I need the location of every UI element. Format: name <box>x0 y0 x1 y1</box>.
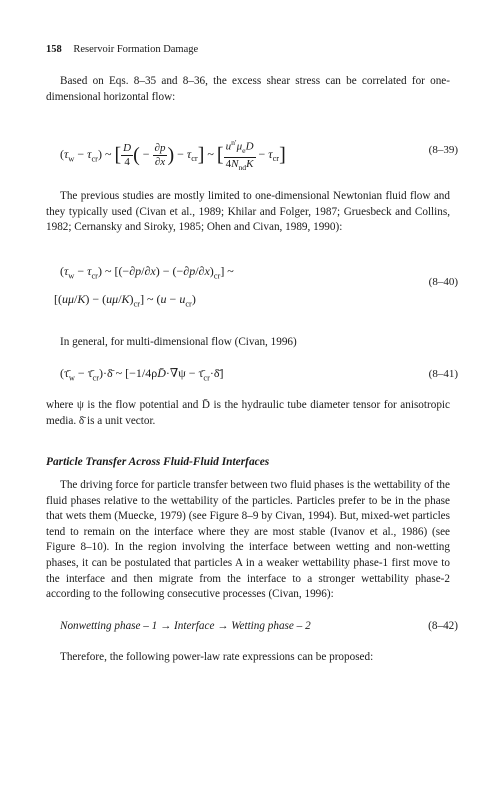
equation-8-40-line-1: $(\tau_w - \tau_{cr})$ ~ $[(-\partial p/\partial x) - (-\partial p/\partial x)_{cr}]$ ~ <box>60 264 234 281</box>
paragraph-3: In general, for multi-dimensional flow (Civan, 1996) <box>60 336 297 348</box>
page-number: 158 <box>46 44 62 55</box>
equation-number-8-42: (8–42) <box>428 620 458 632</box>
process-sequence: Nonwetting phase – 1 → Interface → Wetting phase – 2 <box>60 620 311 632</box>
paragraph-1: Based on Eqs. 8–35 and 8–36, the excess shear stress can be correlated for one-dimensional horizontal flow: <box>46 75 450 103</box>
equation-8-41 <box>46 364 458 388</box>
paragraph-2: The previous studies are mostly limited to one-dimensional Newtonian fluid flow and they typically used (Civan et al., 1989; Khilar and Folger, 1987; Gruesbeck and Collins, 1982; Cernansky and Siroky, 1985; Ohen and Civan, 1989, 1990): <box>46 190 450 234</box>
equation-8-41-body: ($\taū_w$ − $\taū_{cr})\cdot\deltā$ ~ [−1/4ρD̄·∇̄ψ − $\taū_{cr}\cdot\deltā$] <box>60 366 224 383</box>
equation-8-39 <box>46 130 458 173</box>
running-title: Reservoir Formation Damage <box>73 44 199 55</box>
section-heading: Particle Transfer Across Fluid-Fluid Interfaces <box>46 456 270 468</box>
running-header <box>46 44 198 55</box>
equation-number-8-39: (8–39) <box>428 144 458 156</box>
paragraph-6: Therefore, the following power-law rate expressions can be proposed: <box>60 651 374 663</box>
equation-8-40-line-2: $[(u\mu/K) - (u\mu/K)_{cr}]$ ~ $(u - u_{cr})$ <box>54 292 196 309</box>
equation-8-39-body: $(\tau_w - \tau_{cr})$ ~ [ $\frac{D}{4}$ ( − $\frac{\partial p}{\partial x}$ ) − $\tau_{cr}$] ~ [ $\frac{u^{n'}\mu_eD}{4N_{nd}K}$ − $\tau_{cr}$] <box>60 138 286 173</box>
paragraph-5: The driving force for particle transfer between two fluid phases is the wettability of the fluid phases relative to the wettability of the particles. Particles prefer to be in the phase that wets them (Muecke, 1979) (see Figure 8–9 by Civan, 1994). But, mixed-wet particles tend to remain on the interface where they are most stable (Ivanov et al., 1986) (see Figure 8–10). In the region involving the interface between wetting and non-wetting phases, it can be postulated that particles A in a weaker wettability phase-1 first move to the interface and then migrate from the interface to a stronger wettability phase-2 according to the following consecutive processes (Civan, 1996): <box>46 479 450 601</box>
equation-number-8-40: (8–40) <box>428 276 458 288</box>
paragraph-4: where ψ is the flow potential and D̄ is the hydraulic tube diameter tensor for anisotropic media. δ̄ is a unit vector. <box>46 399 450 427</box>
equation-number-8-41: (8–41) <box>428 368 458 380</box>
equation-8-40 <box>46 262 458 322</box>
equation-8-42 <box>60 620 458 632</box>
